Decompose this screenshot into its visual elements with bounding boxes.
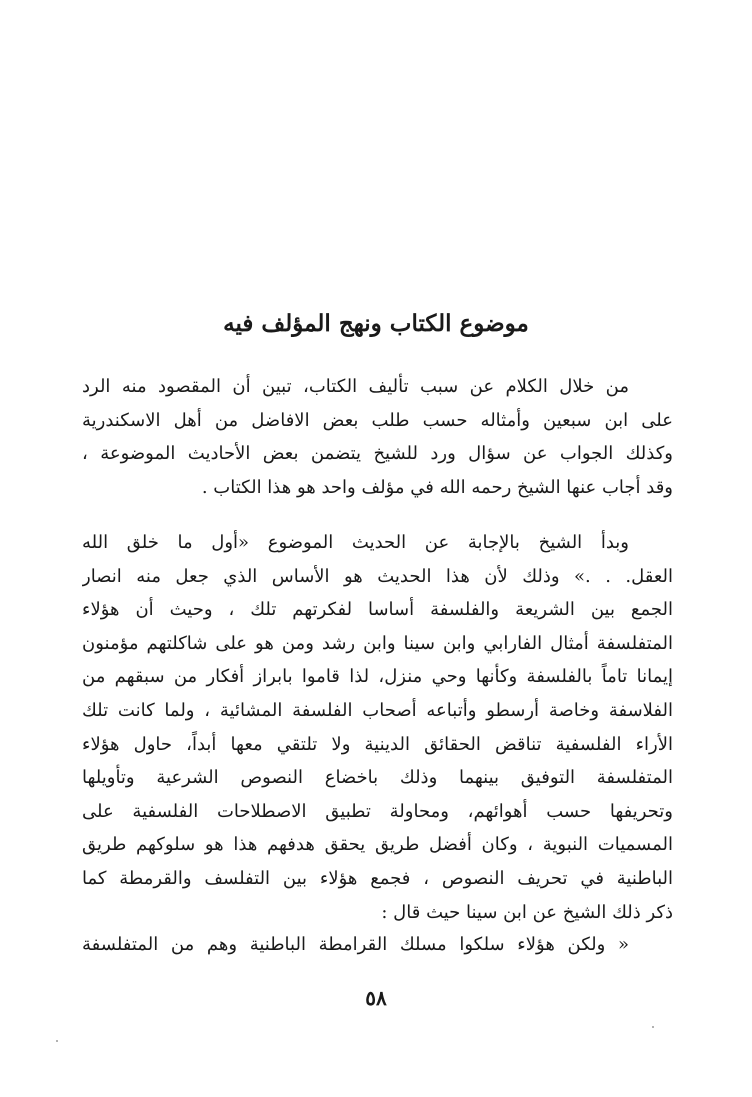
text-line: المتفلسفة أمثال الفارابي وابن سينا وابن رشد ومن هو على شاكلتهم مؤمنون bbox=[82, 632, 673, 654]
paragraph-quote bbox=[82, 928, 673, 962]
text-line: « ولكن هؤلاء سلكوا مسلك القرامطة الباطنية وهم من المتفلسفة bbox=[82, 934, 629, 955]
text-line: إيمانا تاماً بالفلسفة وكأنها وحي منزل، لذا قاموا بابراز أفكار من سبقهم من bbox=[82, 666, 673, 688]
text-line: العقل. . .» وذلك لأن هذا الحديث هو الأساس الذي جعل منه انصار bbox=[82, 565, 673, 587]
text-line: وبدأ الشيخ بالإجابة عن الحديث الموضوع «أول ما خلق الله bbox=[82, 532, 629, 553]
text-line: الفلاسفة وخاصة أرسطو وأتباعه أصحاب الفلسفة المشائية ، ولما كانت تلك bbox=[82, 699, 673, 721]
text-line: وكذلك الجواب عن سؤال ورد للشيخ يتضمن بعض الأحاديث الموضوعة ، bbox=[82, 443, 673, 465]
page-number: ٥٨ bbox=[365, 986, 387, 1010]
text-line: المسميات النبوية ، وكان أفضل طريق يحقق هدفهم هذا هو سلوكهم طريق bbox=[82, 834, 673, 856]
text-line: على ابن سبعين وأمثاله حسب طلب بعض الافاضل من أهل الاسكندرية bbox=[82, 409, 673, 431]
text-line: المتفلسفة التوفيق بينهما وذلك باخضاع النصوص الشرعية وتأويلها bbox=[82, 767, 673, 789]
paragraph-intro bbox=[82, 370, 673, 504]
scan-speck bbox=[652, 1026, 654, 1028]
text-line: وقد أجاب عنها الشيخ رحمه الله في مؤلف واحد هو هذا الكتاب . bbox=[201, 476, 673, 498]
text-line: ذكر ذلك الشيخ عن ابن سينا حيث قال : bbox=[381, 901, 673, 923]
text-line: الباطنية في تحريف النصوص ، فجمع هؤلاء بين التفلسف والقرمطة كما bbox=[82, 867, 673, 889]
scan-speck bbox=[56, 1040, 58, 1042]
text-line: من خلال الكلام عن سبب تأليف الكتاب، تبين أن المقصود منه الرد bbox=[82, 376, 629, 397]
chapter-title: موضوع الكتاب ونهج المؤلف فيه bbox=[223, 310, 529, 337]
text-line: الجمع بين الشريعة والفلسفة أساسا لفكرتهم تلك ، وحيث أن هؤلاء bbox=[82, 599, 673, 621]
text-line: الأراء الفلسفية تناقض الحقائق الدينية ولا تلتقي معها أبداً، حاول هؤلاء bbox=[82, 733, 673, 755]
text-line: وتحريفها حسب أهوائهم، ومحاولة تطبيق الاصطلاحات الفلسفية على bbox=[82, 800, 673, 822]
paragraph-body bbox=[82, 526, 673, 929]
